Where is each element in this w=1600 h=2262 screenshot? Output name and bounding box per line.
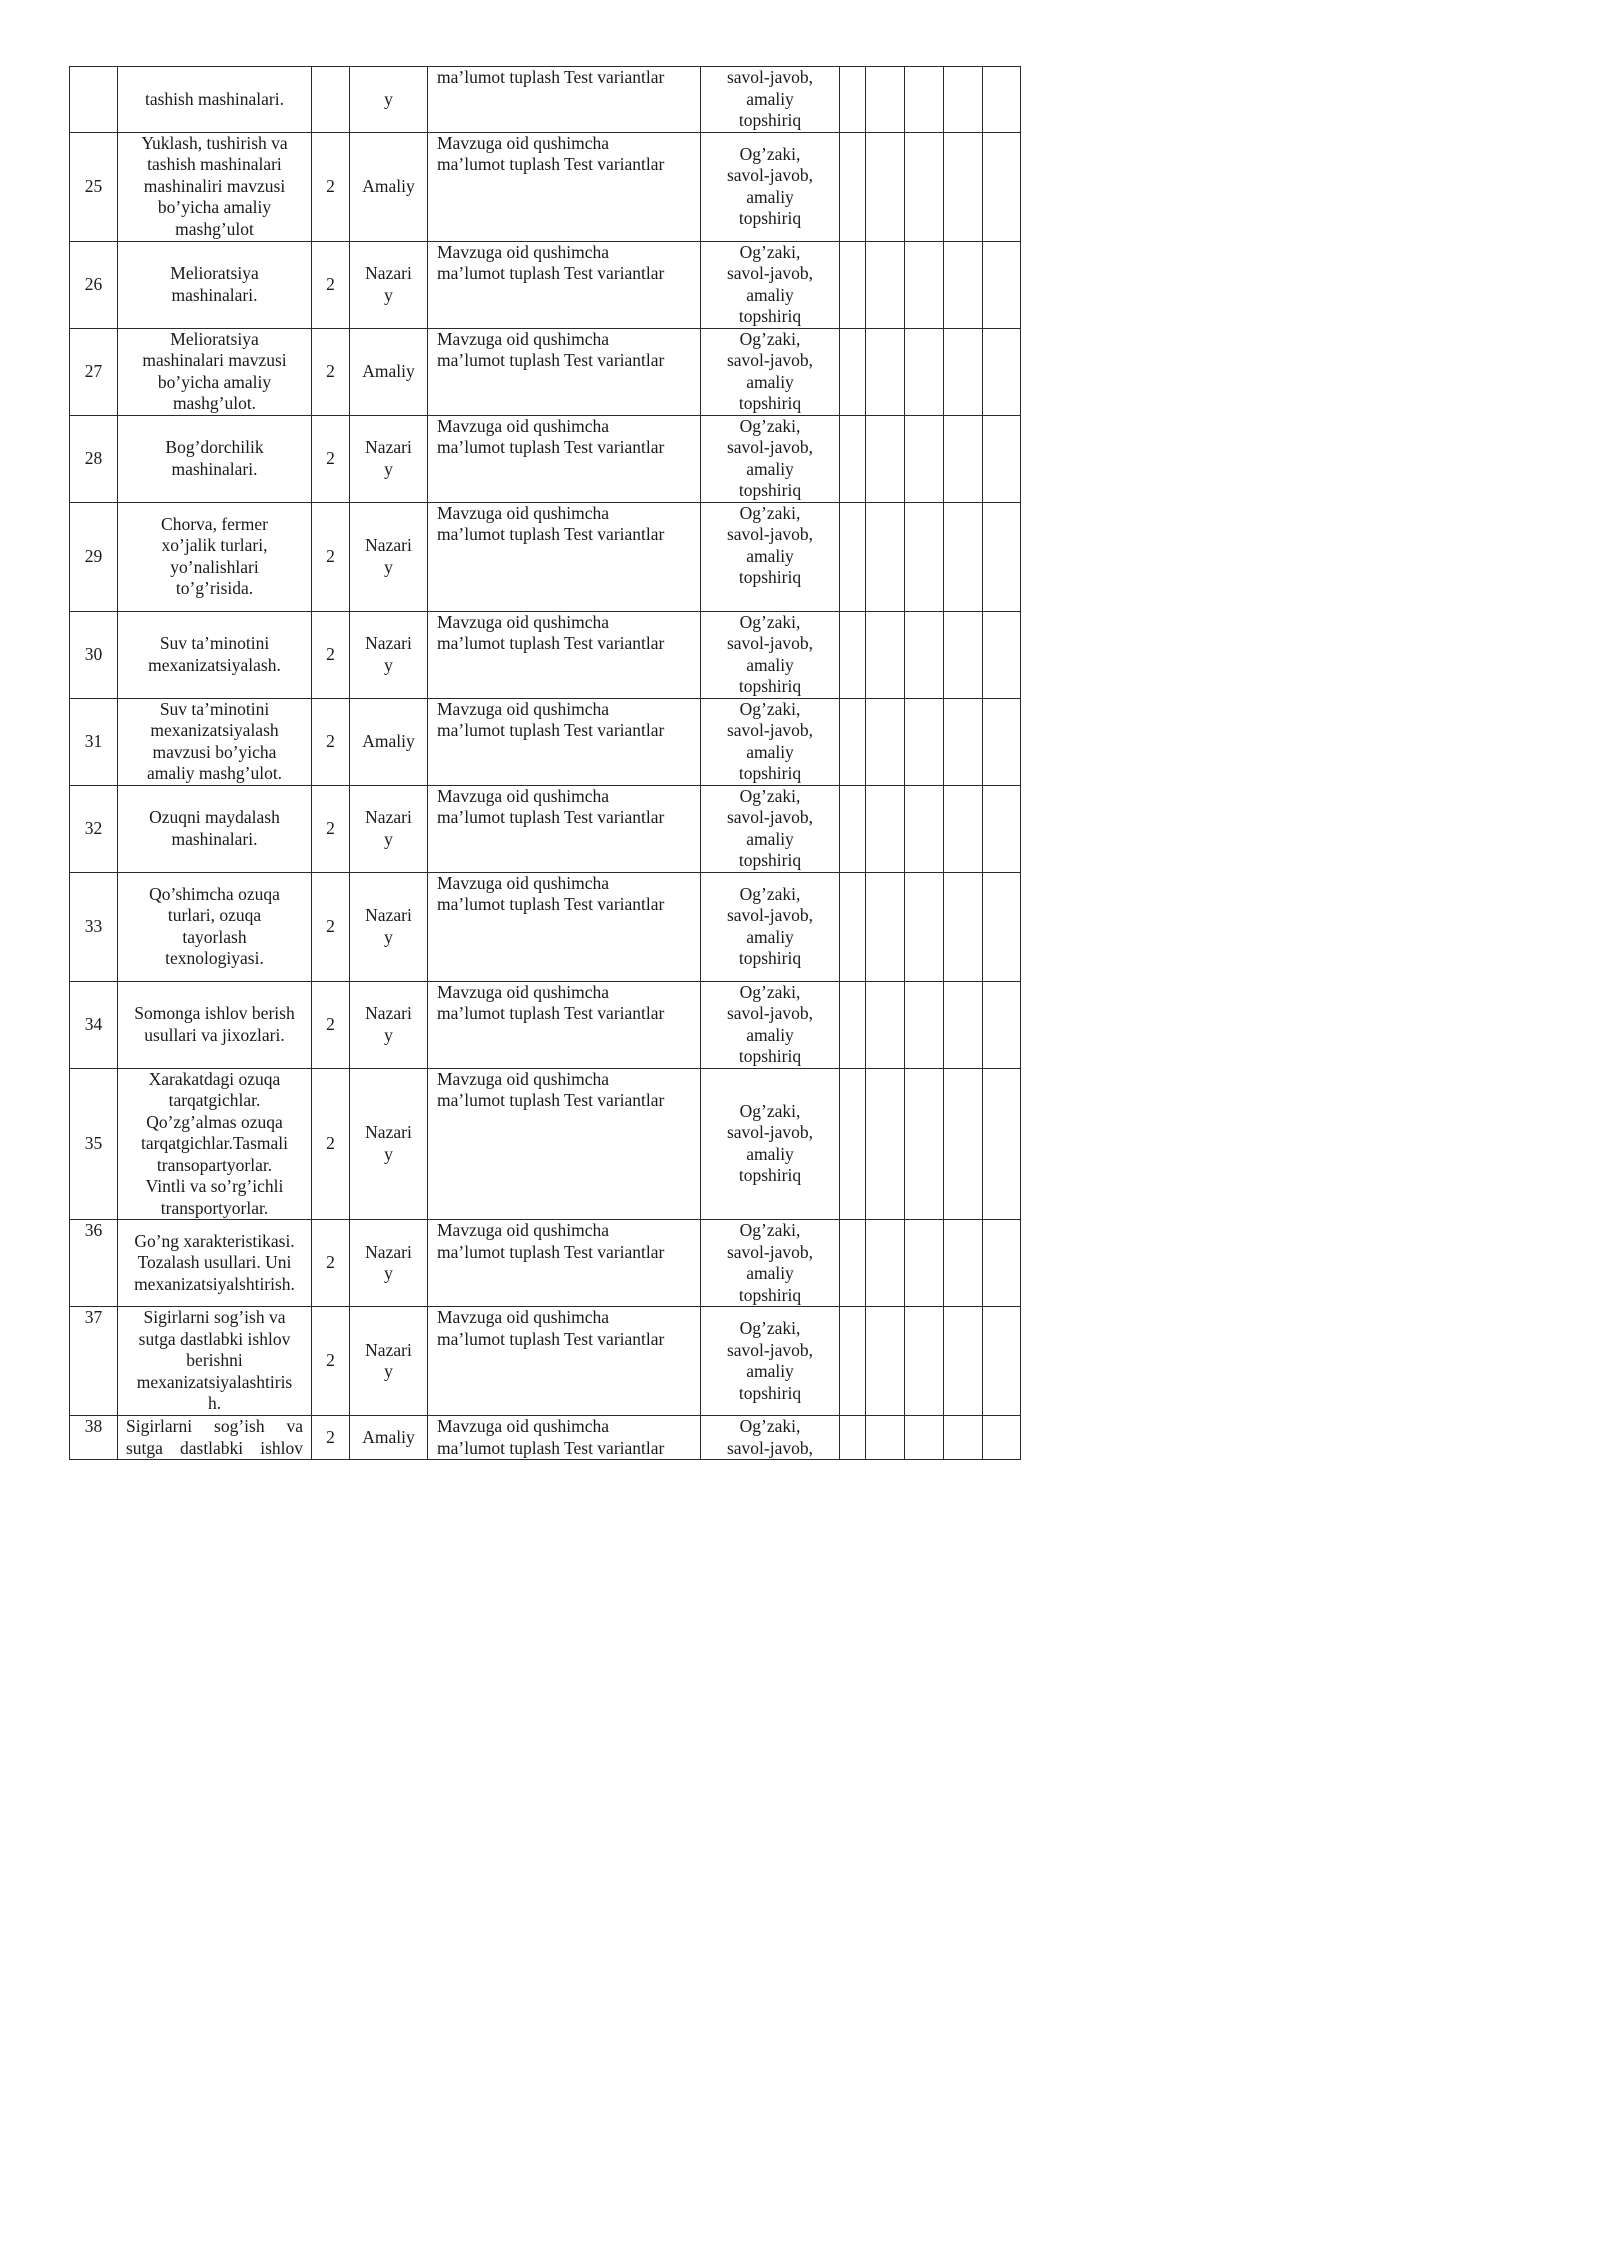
empty-grade-cell [840,241,866,328]
empty-grade-cell [905,1068,944,1220]
lesson-topic-cell-text: Sigirlarni sog’ish va sutga dastlabki ishlov [126,1416,303,1458]
lesson-resources-cell [428,1068,701,1220]
empty-grade-cell [983,785,1021,872]
lesson-control-cell [701,415,840,502]
lesson-topic-cell-text: tashish mashinalari. [144,88,284,109]
lesson-hours-cell-text: 2 [326,1252,335,1273]
empty-grade-cell [983,415,1021,502]
table-row [70,1416,1021,1460]
lesson-topic-cell [118,1220,312,1307]
lesson-control-cell [701,1220,840,1307]
empty-grade-cell [905,502,944,611]
lesson-hours-cell [312,611,350,698]
empty-grade-cell [866,1416,905,1460]
lesson-control-cell [701,328,840,415]
lesson-control-cell [701,1416,840,1460]
lesson-topic-cell-text: Somonga ishlov berish usullari va jixozlari. [134,1003,295,1045]
lesson-resources-cell [428,1416,701,1460]
lesson-hours-cell-text: 2 [326,447,335,468]
empty-grade-cell [866,502,905,611]
empty-grade-cell [983,698,1021,785]
lesson-topic-cell [118,611,312,698]
empty-grade-cell [840,698,866,785]
lesson-type-cell [350,67,428,133]
lesson-resources-cell [428,981,701,1068]
empty-grade-cell [866,785,905,872]
empty-grade-cell [866,611,905,698]
lesson-number-cell-text: 29 [84,545,103,566]
lesson-topic-cell-text: Melioratsiya mashinalari. [170,263,259,305]
empty-grade-cell [840,872,866,981]
empty-grade-cell [944,328,983,415]
empty-grade-cell [905,67,944,133]
lesson-topic-cell [118,67,312,133]
lesson-control-cell-text: Og’zaki, savol-javob, amaliy topshiriq [726,143,814,228]
lesson-control-cell [701,502,840,611]
lesson-number-cell [70,1416,118,1460]
empty-grade-cell [944,67,983,133]
lesson-type-cell-text: Nazari y [365,1339,412,1381]
empty-grade-cell [905,132,944,241]
lesson-hours-cell [312,1307,350,1416]
lesson-hours-cell-text: 2 [326,360,335,381]
lesson-hours-cell-text: 2 [326,1426,335,1447]
empty-grade-cell [944,1307,983,1416]
lesson-resources-cell [428,698,701,785]
lesson-type-cell [350,785,428,872]
empty-grade-cell [944,132,983,241]
empty-grade-cell [840,67,866,133]
lesson-control-cell-text: Og’zaki, savol-javob, amaliy topshiriq [726,1220,814,1305]
lesson-resources-cell [428,132,701,241]
lesson-control-cell [701,611,840,698]
table-row [70,981,1021,1068]
lesson-topic-cell-text: Sigirlarni sog’ish va sutga dastlabki ishlov berishni mexanizatsiyalashtiris h. [136,1307,293,1414]
lesson-topic-cell [118,415,312,502]
empty-grade-cell [983,611,1021,698]
lesson-resources-cell-text: Mavzuga oid qushimcha ma’lumot tuplash Test variantlar [437,611,665,653]
lesson-topic-cell-text: Qo’shimcha ozuqa turlari, ozuqa tayorlash texnologiyasi. [149,883,280,968]
empty-grade-cell [840,981,866,1068]
empty-grade-cell [866,241,905,328]
empty-grade-cell [905,328,944,415]
empty-grade-cell [983,328,1021,415]
empty-grade-cell [944,1068,983,1220]
lesson-control-cell-text: Og’zaki, savol-javob, amaliy topshiriq [726,415,814,500]
lesson-topic-cell [118,698,312,785]
lesson-control-cell [701,67,840,133]
lesson-number-cell [70,415,118,502]
lesson-number-cell-text: 27 [84,360,103,381]
lesson-hours-cell-text: 2 [326,1350,335,1371]
lesson-type-cell [350,981,428,1068]
lesson-hours-cell-text: 2 [326,175,335,196]
lesson-resources-cell-text: Mavzuga oid qushimcha ma’lumot tuplash Test variantlar [437,241,665,283]
lesson-number-cell-text: 36 [84,1220,103,1240]
lesson-type-cell [350,1220,428,1307]
lesson-topic-cell [118,1307,312,1416]
table-row [70,1068,1021,1220]
empty-grade-cell [866,872,905,981]
lesson-control-cell-text: savol-javob, amaliy topshiriq [726,67,814,130]
lesson-topic-cell-text: Ozuqni maydalash mashinalari. [149,807,280,849]
empty-grade-cell [840,1220,866,1307]
lesson-hours-cell [312,328,350,415]
lesson-resources-cell-text: Mavzuga oid qushimcha ma’lumot tuplash Test variantlar [437,1416,665,1458]
lesson-number-cell [70,132,118,241]
lesson-control-cell-text: Og’zaki, savol-javob, amaliy topshiriq [726,328,814,413]
lesson-control-cell-text: Og’zaki, savol-javob, amaliy topshiriq [726,1318,814,1403]
lesson-resources-cell-text: Mavzuga oid qushimcha ma’lumot tuplash Test variantlar [437,698,665,740]
lesson-control-cell-text: Og’zaki, savol-javob, amaliy topshiriq [726,883,814,968]
lesson-resources-cell [428,611,701,698]
lesson-number-cell-text: 32 [84,817,103,838]
lesson-hours-cell-text: 2 [326,730,335,751]
lesson-hours-cell [312,785,350,872]
lesson-topic-cell-text: Go’ng xarakteristikasi. Tozalash usullari. Uni mexanizatsiyalshtirish. [134,1230,295,1294]
lesson-hours-cell [312,502,350,611]
empty-grade-cell [905,611,944,698]
lesson-number-cell [70,981,118,1068]
lesson-resources-cell-text: Mavzuga oid qushimcha ma’lumot tuplash Test variantlar [437,872,665,914]
empty-grade-cell [905,241,944,328]
empty-grade-cell [983,502,1021,611]
lesson-topic-cell [118,1068,312,1220]
lesson-resources-cell-text: Mavzuga oid qushimcha ma’lumot tuplash Test variantlar [437,1307,665,1349]
table-row [70,698,1021,785]
empty-grade-cell [944,872,983,981]
lesson-number-cell-text: 30 [84,643,103,664]
lesson-number-cell-text: 28 [84,447,103,468]
lesson-hours-cell-text: 2 [326,643,335,664]
lesson-hours-cell [312,132,350,241]
lesson-resources-cell [428,67,701,133]
lesson-topic-cell [118,981,312,1068]
lesson-type-cell-text: Nazari y [365,633,412,675]
lesson-resources-cell [428,1220,701,1307]
lesson-number-cell-text: 31 [84,730,103,751]
empty-grade-cell [905,1416,944,1460]
lesson-number-cell [70,785,118,872]
lesson-number-cell [70,502,118,611]
empty-grade-cell [944,1416,983,1460]
table-row [70,1307,1021,1416]
lesson-control-cell-text: Og’zaki, savol-javob, amaliy topshiriq [726,611,814,696]
empty-grade-cell [983,132,1021,241]
lesson-control-cell [701,241,840,328]
empty-grade-cell [840,1068,866,1220]
lesson-number-cell [70,698,118,785]
lesson-number-cell [70,67,118,133]
empty-grade-cell [905,981,944,1068]
lesson-control-cell [701,785,840,872]
empty-grade-cell [944,785,983,872]
empty-grade-cell [983,1068,1021,1220]
lesson-hours-cell-text: 2 [326,1013,335,1034]
empty-grade-cell [866,698,905,785]
empty-grade-cell [866,981,905,1068]
empty-grade-cell [840,785,866,872]
lesson-hours-cell [312,698,350,785]
lesson-control-cell [701,1307,840,1416]
lesson-number-cell-text: 37 [84,1307,103,1327]
empty-grade-cell [866,1307,905,1416]
empty-grade-cell [905,698,944,785]
lesson-hours-cell [312,1068,350,1220]
empty-grade-cell [983,67,1021,133]
empty-grade-cell [866,132,905,241]
empty-grade-cell [840,611,866,698]
table-row [70,241,1021,328]
lesson-type-cell [350,698,428,785]
lesson-resources-cell-text: Mavzuga oid qushimcha ma’lumot tuplash Test variantlar [437,1220,665,1262]
lesson-type-cell [350,241,428,328]
lesson-topic-cell-text: Melioratsiya mashinalari mavzusi bo’yicha amaliy mashg’ulot. [142,328,287,413]
table-row [70,132,1021,241]
lesson-type-cell-text: Nazari y [365,1241,412,1283]
lesson-topic-cell [118,785,312,872]
lesson-hours-cell-text: 2 [326,545,335,566]
lesson-control-cell [701,698,840,785]
lesson-type-cell-text: Nazari y [365,807,412,849]
empty-grade-cell [905,872,944,981]
lesson-control-cell [701,132,840,241]
lesson-topic-cell [118,241,312,328]
lesson-type-cell-text: Nazari y [365,263,412,305]
lesson-hours-cell [312,872,350,981]
lesson-resources-cell-text: Mavzuga oid qushimcha ma’lumot tuplash Test variantlar [437,785,665,827]
lesson-number-cell-text: 25 [84,175,103,196]
lesson-type-cell-text: Nazari y [365,905,412,947]
lesson-resources-cell [428,328,701,415]
empty-grade-cell [983,1220,1021,1307]
table-row [70,502,1021,611]
lesson-number-cell-text: 33 [84,915,103,936]
lesson-control-cell [701,872,840,981]
empty-grade-cell [983,1416,1021,1460]
lesson-hours-cell [312,1220,350,1307]
empty-grade-cell [944,502,983,611]
empty-grade-cell [944,241,983,328]
empty-grade-cell [840,328,866,415]
lesson-resources-cell [428,502,701,611]
lesson-resources-cell-text: Mavzuga oid qushimcha ma’lumot tuplash Test variantlar [437,415,665,457]
lesson-control-cell-text: Og’zaki, savol-javob, amaliy topshiriq [726,241,814,326]
empty-grade-cell [983,1307,1021,1416]
empty-grade-cell [840,132,866,241]
empty-grade-cell [866,67,905,133]
empty-grade-cell [905,1220,944,1307]
lesson-type-cell-text: y [384,88,393,109]
lesson-number-cell-text: 26 [84,273,103,294]
lesson-hours-cell-text: 2 [326,273,335,294]
lesson-type-cell [350,132,428,241]
empty-grade-cell [866,1068,905,1220]
lesson-number-cell [70,611,118,698]
table-row [70,785,1021,872]
empty-grade-cell [905,785,944,872]
lesson-hours-cell [312,1416,350,1460]
empty-grade-cell [983,981,1021,1068]
lesson-topic-cell [118,132,312,241]
lesson-resources-cell-text: Mavzuga oid qushimcha ma’lumot tuplash Test variantlar [437,1068,665,1110]
empty-grade-cell [840,502,866,611]
empty-grade-cell [905,415,944,502]
lesson-resources-cell [428,241,701,328]
lesson-type-cell [350,1416,428,1460]
empty-grade-cell [944,1220,983,1307]
lesson-topic-cell-text: Suv ta’minotini mexanizatsiyalash. [148,633,281,675]
lesson-topic-cell-text: Chorva, fermer xo’jalik turlari, yo’nalishlari to’g’risida. [161,513,268,598]
lesson-hours-cell-text: 2 [326,915,335,936]
lesson-topic-cell [118,872,312,981]
table-row [70,611,1021,698]
table-row [70,415,1021,502]
lesson-type-cell-text: Amaliy [362,175,415,196]
lesson-type-cell-text: Nazari y [365,1122,412,1164]
lesson-type-cell-text: Nazari y [365,1003,412,1045]
lesson-hours-cell-text: 2 [326,817,335,838]
empty-grade-cell [944,981,983,1068]
lesson-control-cell-text: Og’zaki, savol-javob, amaliy topshiriq [726,1100,814,1186]
lesson-control-cell-text: Og’zaki, savol-javob, amaliy topshiriq [726,502,814,587]
lesson-resources-cell-text: Mavzuga oid qushimcha ma’lumot tuplash Test variantlar [437,981,665,1023]
lesson-hours-cell [312,241,350,328]
empty-grade-cell [840,1307,866,1416]
lesson-topic-cell-text: Suv ta’minotini mexanizatsiyalash mavzusi bo’yicha amaliy mashg’ulot. [146,698,283,783]
lesson-topic-cell-text: Yuklash, tushirish va tashish mashinalari mashinaliri mavzusi bo’yicha amaliy mashg’ulot [141,132,288,239]
empty-grade-cell [944,415,983,502]
lesson-control-cell-text: Og’zaki, savol-javob, amaliy topshiriq [726,981,814,1066]
lesson-type-cell-text: Amaliy [362,360,415,381]
lesson-resources-cell [428,415,701,502]
lesson-control-cell-text: Og’zaki, savol-javob, [726,1416,814,1458]
empty-grade-cell [983,241,1021,328]
lesson-topic-cell-text: Bog’dorchilik mashinalari. [165,437,264,479]
lesson-topic-cell [118,328,312,415]
empty-grade-cell [840,415,866,502]
lesson-topic-cell-text: Xarakatdagi ozuqa tarqatgichlar. Qo’zg’almas ozuqa tarqatgichlar.Tasmali transopartyorlar. Vintli va so’rg’ichli transportyorlar. [141,1068,288,1218]
lesson-type-cell-text: Amaliy [362,1426,415,1447]
lesson-plan-table [69,66,1021,1460]
table-row [70,67,1021,133]
lesson-control-cell-text: Og’zaki, savol-javob, amaliy topshiriq [726,785,814,870]
table-row [70,328,1021,415]
lesson-resources-cell-text: ma’lumot tuplash Test variantlar [437,67,665,87]
lesson-hours-cell [312,67,350,133]
lesson-hours-cell [312,415,350,502]
lesson-type-cell-text: Amaliy [362,730,415,751]
lesson-number-cell [70,1220,118,1307]
lesson-control-cell [701,981,840,1068]
lesson-type-cell-text: Nazari y [365,535,412,577]
table-body [70,67,1021,1460]
empty-grade-cell [983,872,1021,981]
lesson-number-cell [70,241,118,328]
empty-grade-cell [840,1416,866,1460]
lesson-resources-cell-text: Mavzuga oid qushimcha ma’lumot tuplash Test variantlar [437,132,665,174]
table-row [70,1220,1021,1307]
lesson-number-cell-text: 35 [84,1133,103,1153]
lesson-number-cell [70,328,118,415]
lesson-type-cell [350,1307,428,1416]
lesson-type-cell [350,611,428,698]
lesson-resources-cell [428,1307,701,1416]
empty-grade-cell [866,415,905,502]
lesson-resources-cell [428,785,701,872]
lesson-type-cell [350,415,428,502]
lesson-type-cell-text: Nazari y [365,437,412,479]
lesson-type-cell [350,328,428,415]
lesson-hours-cell-text: 2 [326,1133,335,1153]
empty-grade-cell [866,1220,905,1307]
lesson-hours-cell [312,981,350,1068]
table-row [70,872,1021,981]
empty-grade-cell [905,1307,944,1416]
lesson-topic-cell [118,1416,312,1460]
lesson-number-cell-text: 38 [84,1416,103,1436]
empty-grade-cell [944,698,983,785]
lesson-number-cell [70,1307,118,1416]
empty-grade-cell [944,611,983,698]
lesson-number-cell [70,1068,118,1220]
lesson-number-cell [70,872,118,981]
lesson-type-cell [350,872,428,981]
lesson-resources-cell [428,872,701,981]
empty-grade-cell [866,328,905,415]
lesson-type-cell [350,502,428,611]
lesson-control-cell [701,1068,840,1220]
lesson-resources-cell-text: Mavzuga oid qushimcha ma’lumot tuplash Test variantlar [437,328,665,370]
lesson-resources-cell-text: Mavzuga oid qushimcha ma’lumot tuplash Test variantlar [437,502,665,544]
lesson-control-cell-text: Og’zaki, savol-javob, amaliy topshiriq [726,698,814,783]
lesson-type-cell [350,1068,428,1220]
lesson-topic-cell [118,502,312,611]
lesson-number-cell-text: 34 [84,1013,103,1034]
